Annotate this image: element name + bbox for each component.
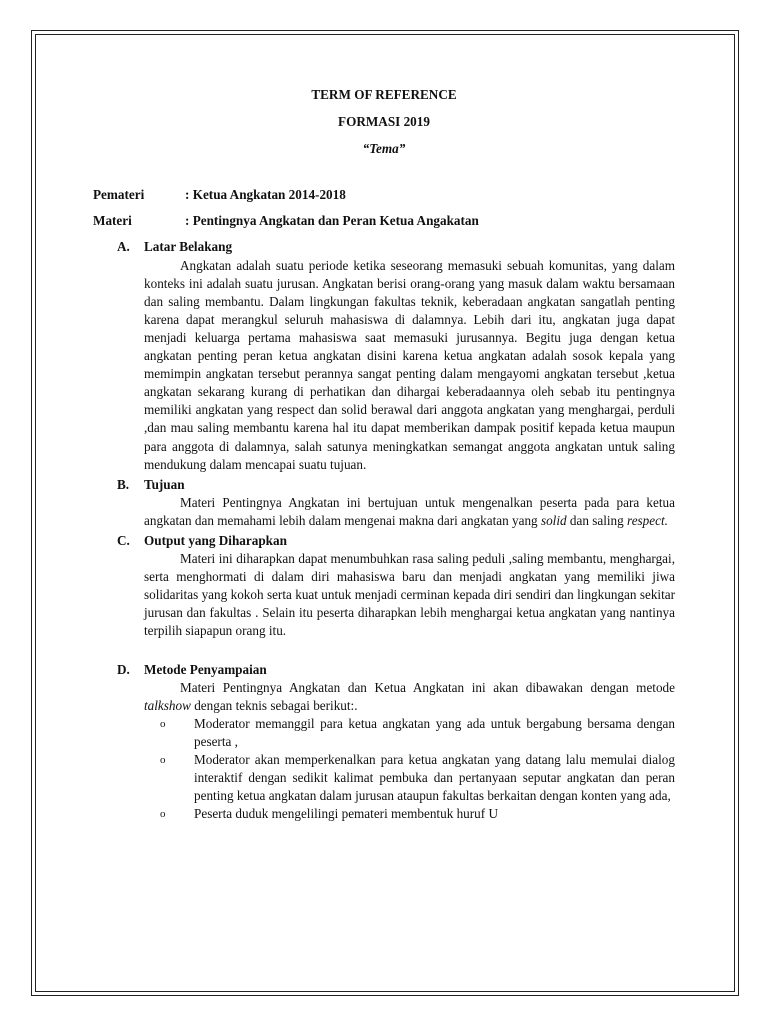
section-b-paragraph <box>144 494 675 530</box>
section-d <box>113 661 675 824</box>
section-d-text-2: dengan teknis sebagai berikut:. <box>190 697 358 713</box>
section-d-paragraph <box>144 679 675 715</box>
list-item <box>144 715 675 751</box>
document-title: TERM OF REFERENCE <box>311 87 457 102</box>
section-d-italic-1: talkshow <box>144 697 191 713</box>
materi-row <box>93 212 675 230</box>
pemateri-label: Pemateri <box>93 187 145 203</box>
section-b-letter: B. <box>117 476 130 492</box>
section-c <box>113 532 675 641</box>
materi-label: Materi <box>93 213 132 229</box>
materi-value: : Pentingnya Angkatan dan Peran Ketua Angakatan <box>185 213 479 229</box>
section-a <box>113 238 675 473</box>
section-a-heading <box>113 238 675 256</box>
pemateri-value: : Ketua Angkatan 2014-2018 <box>185 187 346 203</box>
pemateri-row <box>93 186 675 204</box>
bullet-text-2: Moderator akan memperkenalkan para ketua angkatan yang datang lalu memulai dialog interaktif dengan sedikit kalimat pembuka dan pertanyaan seputar angkatan dan peran penting ketua angkatan dalam jurusan ataupun fakultas berkaitan dengan konten yang ada, <box>194 752 675 804</box>
document-theme: “Tema” <box>362 141 406 157</box>
list-item <box>144 805 675 823</box>
section-a-letter: A. <box>117 239 130 255</box>
section-c-letter: C. <box>117 532 130 548</box>
section-b-title: Tujuan <box>144 476 185 492</box>
section-c-title: Output yang Diharapkan <box>144 532 287 548</box>
bullet-circle-icon: o <box>160 808 166 821</box>
section-c-heading <box>113 532 675 550</box>
section-d-letter: D. <box>117 661 130 677</box>
section-c-paragraph: Materi ini diharapkan dapat menumbuhkan rasa saling peduli ,saling membantu, menghargai, serta menghormati di dalam diri mahasiswa baru dan menjadi angkatan yang memiliki jiwa solidaritas yang kokoh serta kuat untuk menjadi cerminan kepada diri sendiri dan lingkungan sekitar jurusan dan fakultas . Selain itu peserta diharapkan lebih menghargai ketua angkatan yang nantinya terpilih siapapun orang itu. <box>144 551 675 639</box>
section-d-heading <box>113 661 675 679</box>
section-b-text-2: dan saling <box>566 512 628 528</box>
section-a-title: Latar Belakang <box>144 239 233 255</box>
list-item <box>144 751 675 805</box>
section-d-title: Metode Penyampaian <box>144 661 267 677</box>
spacer <box>93 641 675 659</box>
section-b-text-1: Materi Pentingnya Angkatan ini bertujuan untuk mengenalkan peserta pada para ketua angkatan dan memahami lebih dalam mengenai makna dari angkatan yang <box>144 494 675 528</box>
section-b-italic-2: respect. <box>627 512 668 528</box>
method-bullet-list <box>144 715 675 824</box>
section-d-text-1: Materi Pentingnya Angkatan dan Ketua Angkatan ini akan dibawakan dengan metode <box>180 679 675 695</box>
section-b-italic-1: solid <box>540 512 567 528</box>
bullet-circle-icon: o <box>160 717 166 730</box>
section-a-paragraph: Angkatan adalah suatu periode ketika seseorang memasuki sebuah komunitas, yang dalam konteks ini adalah suatu jurusan. Angkatan berisi orang-orang yang masuk dalam waktu bersamaan dan saling membantu. Dalam lingkungan fakultas teknik, keberadaan angkatan sangatlah penting karena dapat merangkul seluruh mahasiswa di dalamnya. Lebih dari itu, angkatan juga dapat menjadi keluarga pertama mahasiswa saat memasuki jurusannya. Begitu juga dengan ketua angkatan penting peran ketua angkatan disini karena ketua angkatan adalah sosok kepala yang memimpin angkatan tersebut perannya sangat penting dalam mengayomi angkatan tersebut ,ketua angkatan sekarang kurang di perhatikan dan dihargai keberadaannya oleh sebab itu pentingnya memiliki angkatan yang respect dan solid berawal dari anggota angkatan yang menghargai, perduli ,dan mau saling membantu karena hal itu dapat memberikan dampak positif kepada ketua maupun para anggota di dalamnya, salah satunya meningkatkan semangat anggota angkatan untuk saling mendukung dalam mencapai suatu tujuan. <box>144 257 675 472</box>
section-b <box>113 476 675 530</box>
bullet-circle-icon: o <box>160 754 166 766</box>
bullet-text-3: Peserta duduk mengelilingi pemateri membentuk huruf U <box>194 806 498 822</box>
document-body <box>93 86 675 823</box>
document-subtitle: FORMASI 2019 <box>338 114 430 130</box>
section-b-heading <box>113 476 675 494</box>
bullet-text-1: Moderator memanggil para ketua angkatan yang ada untuk bergabung bersama dengan peserta , <box>194 715 675 749</box>
